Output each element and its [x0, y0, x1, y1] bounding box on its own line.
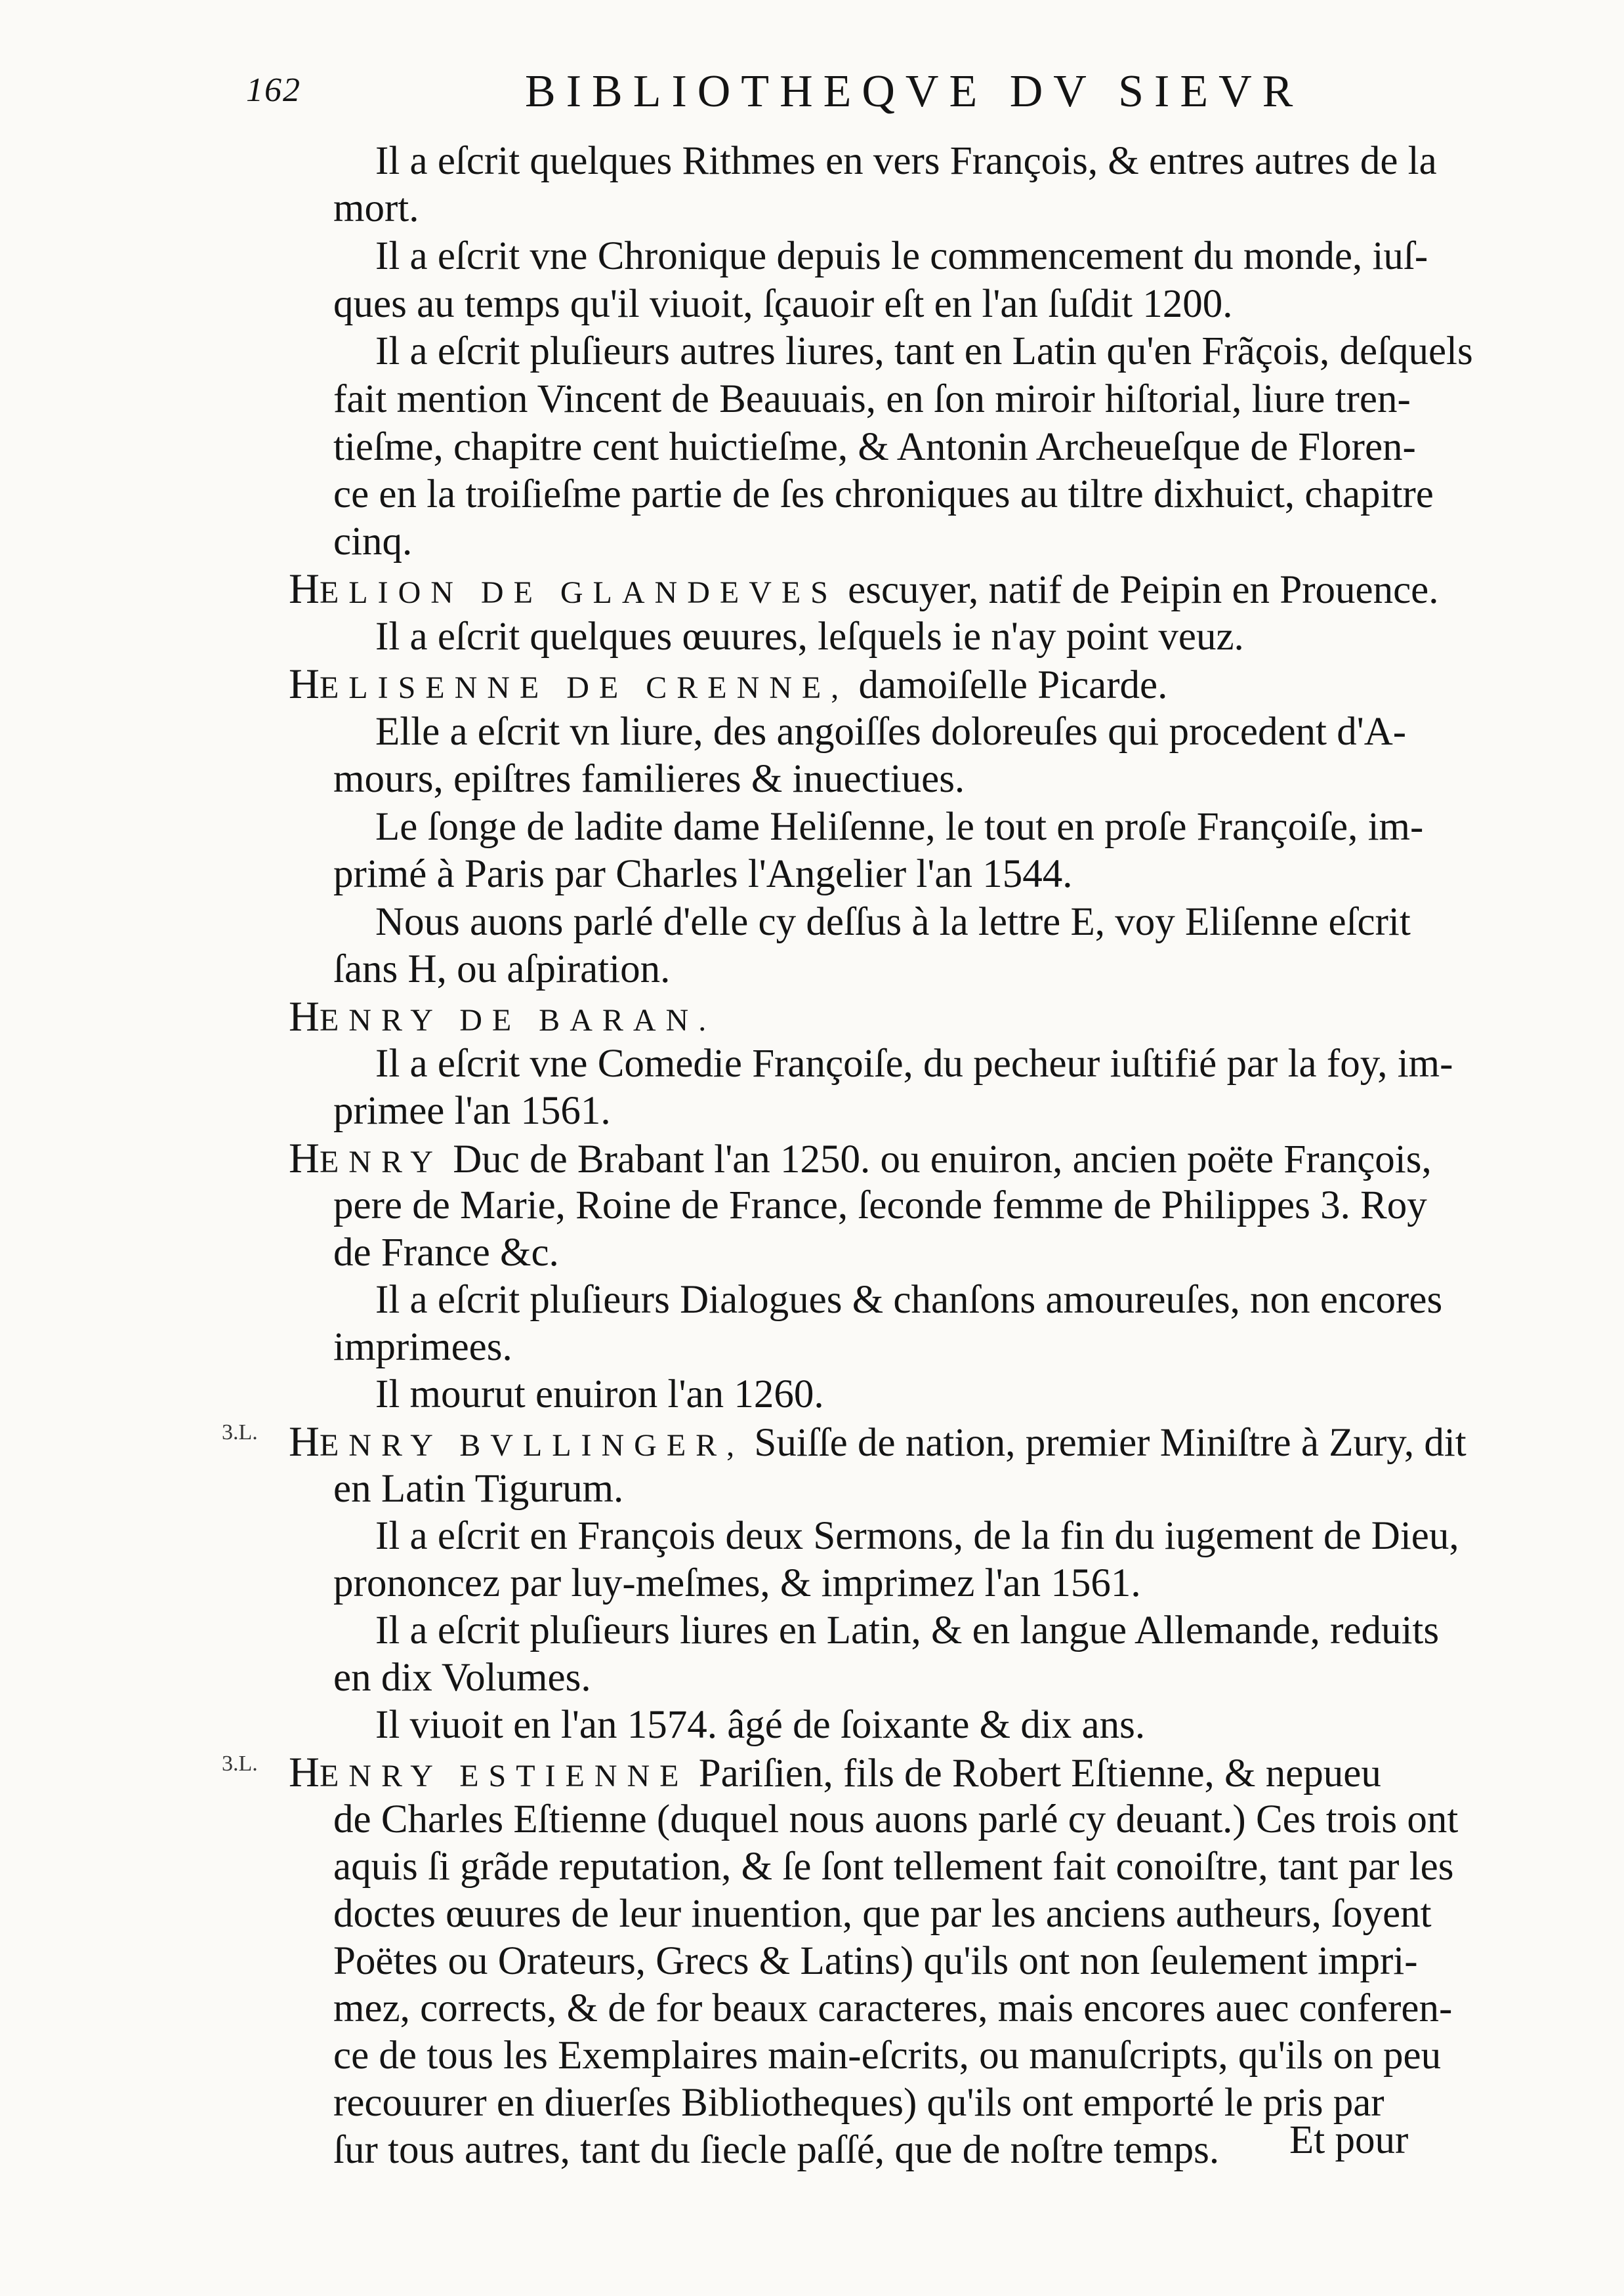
headword-initial: H [289, 661, 320, 708]
text-line: en Latin Tigurum. [333, 1467, 624, 1511]
entry-line-helisenne [289, 661, 1167, 712]
margin-note: 3.L. [222, 1752, 258, 1776]
text-line: Il a eſcrit en François deux Sermons, de la fin du iugement de Dieu, [375, 1514, 1459, 1558]
text-line: Il mourut enuiron l'an 1260. [375, 1372, 824, 1416]
text-line: en dix Volumes. [333, 1656, 591, 1700]
text-line: Il a eſcrit pluſieurs Dialogues & chanſons amoureuſes, non encores [375, 1278, 1443, 1322]
headword: ENRY DE BARAN. [319, 1003, 717, 1038]
headword: ENRY [319, 1145, 443, 1179]
text-line: Nous auons parlé d'elle cy deſſus à la lettre E, voy Eliſenne eſcrit [375, 900, 1411, 944]
text-line: Il a eſcrit pluſieurs liures en Latin, & en langue Allemande, reduits [375, 1609, 1440, 1652]
headword-initial: H [289, 1749, 320, 1796]
text-line: de Charles Eſtienne (duquel nous auons parlé cy deuant.) Ces trois ont [333, 1797, 1459, 1841]
text-line: prononcez par luy-meſmes, & imprimez l'an 1561. [333, 1561, 1141, 1605]
text-line: Il a eſcrit vne Comedie Françoiſe, du pecheur iuſtifié par la foy, im- [375, 1042, 1453, 1086]
text-line: Il a eſcrit quelques œuures, leſquels ie n'ay point veuz. [375, 615, 1244, 659]
text-line: Il viuoit en l'an 1574. âgé de ſoixante & dix ans. [375, 1703, 1146, 1747]
entry-line-helion [289, 565, 1439, 617]
text-line: Il a eſcrit vne Chronique depuis le commencement du monde, iuſ- [375, 234, 1428, 278]
text-line: ques au temps qu'il viuoit, ſçauoir eſt en l'an ſuſdit 1200. [333, 282, 1233, 326]
text-line: Il a eſcrit quelques Rithmes en vers François, & entres autres de la [375, 139, 1437, 183]
text-line: ce de tous les Exemplaires main-eſcrits, ou manuſcripts, qu'ils on peu [333, 2034, 1442, 2078]
catchword: Et pour [1289, 2118, 1409, 2162]
entry-line-henry-bullinger [289, 1418, 1467, 1469]
page-number: 162 [246, 72, 301, 109]
text-line: Poëtes ou Orateurs, Grecs & Latins) qu'ils ont non ſeulement impri- [333, 1939, 1418, 1983]
text-line: imprimees. [333, 1325, 512, 1369]
entry-line-henry-estienne [289, 1749, 1381, 1800]
running-head: BIBLIOTHEQVE DV SIEVR [525, 66, 1304, 117]
text-line: mort. [333, 186, 419, 230]
text-line: mours, epiſtres familieres & inuectiues. [333, 757, 965, 801]
headword-initial: H [289, 1418, 320, 1466]
entry-line-henry-de-baran [289, 993, 716, 1044]
text-line: mez, corrects, & de for beaux caracteres, mais encores auec conferen- [333, 1986, 1453, 2030]
text-line: ſans H, ou aſpiration. [333, 947, 671, 991]
text-line: ce en la troiſieſme partie de ſes chroniques au tiltre dixhuict, chapitre [333, 472, 1434, 516]
margin-note: 3.L. [222, 1420, 258, 1445]
text-line: doctes œuures de leur inuention, que par les anciens autheurs, ſoyent [333, 1892, 1432, 1936]
text-line: ſur tous autres, tant du ſiecle paſſé, que de noſtre temps. [333, 2128, 1220, 2172]
text-line: de France &c. [333, 1231, 559, 1275]
text-line: cinq. [333, 520, 413, 564]
entry-text: Pariſien, fils de Robert Eſtienne, & nepueu [698, 1752, 1381, 1795]
text-line: Elle a eſcrit vn liure, des angoiſſes doloreuſes qui procedent d'A- [375, 710, 1407, 754]
text-line: primee l'an 1561. [333, 1089, 611, 1133]
entry-text: damoiſelle Picarde. [858, 663, 1168, 707]
headword-initial: H [289, 1135, 320, 1182]
headword: ELION DE GLANDEVES [319, 575, 838, 610]
entry-text: Duc de Brabant l'an 1250. ou enuiron, ancien poëte François, [453, 1138, 1432, 1181]
headword: ELISENNE DE CRENNE, [319, 670, 849, 705]
text-line: fait mention Vincent de Beauuais, en ſon miroir hiſtorial, liure tren- [333, 377, 1411, 421]
headword: ENRY ESTIENNE [319, 1759, 689, 1794]
text-line: tieſme, chapitre cent huictieſme, & Antonin Archeueſque de Floren- [333, 425, 1416, 469]
entry-text: Suiſſe de nation, premier Miniſtre à Zury, dit [754, 1421, 1467, 1465]
entry-line-henry-brabant [289, 1135, 1432, 1186]
text-line: recouurer en diuerſes Bibliotheques) qu'ils ont emporté le pris par [333, 2081, 1385, 2125]
text-line: primé à Paris par Charles l'Angelier l'an 1544. [333, 852, 1073, 896]
text-line: Il a eſcrit pluſieurs autres liures, tant en Latin qu'en Frãçois, deſquels [375, 329, 1473, 373]
text-line: pere de Marie, Roine de France, ſeconde femme de Philippes 3. Roy [333, 1183, 1427, 1227]
text-line: aquis ſi grãde reputation, & ſe ſont tellement fait conoiſtre, tant par les [333, 1845, 1454, 1889]
headword-initial: H [289, 993, 320, 1040]
headword: ENRY BVLLINGER, [319, 1428, 745, 1463]
text-line: Le ſonge de ladite dame Heliſenne, le tout en proſe Françoiſe, im- [375, 805, 1424, 849]
entry-text: escuyer, natif de Peipin en Prouence. [848, 568, 1439, 612]
headword-initial: H [289, 565, 320, 613]
